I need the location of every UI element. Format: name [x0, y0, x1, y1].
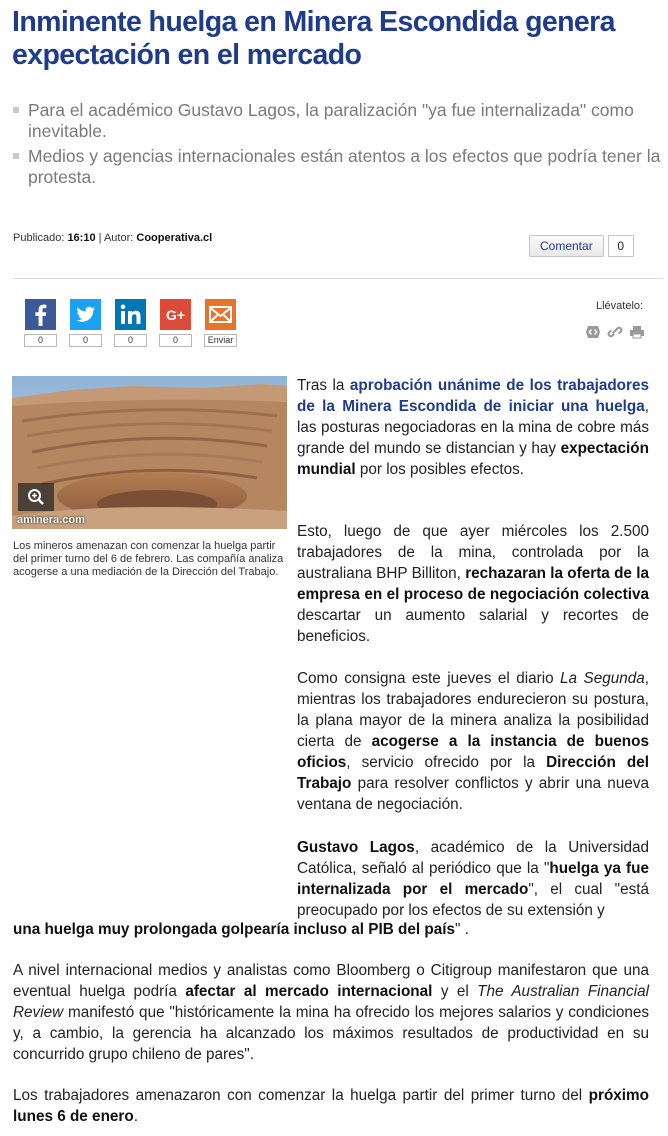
page-title: Inminente huelga en Minera Escondida genera expectación en el mercado: [12, 6, 615, 71]
photo-watermark: aminera.com: [17, 514, 85, 526]
share-google-plus[interactable]: [153, 299, 198, 347]
comment-count: 0: [608, 235, 634, 257]
summary-item: Para el académico Gustavo Lagos, la paralización "ya fue internalizada" como inevitable.: [12, 100, 662, 142]
share-count: 0: [69, 334, 102, 347]
comment-button[interactable]: Comentar: [529, 235, 604, 257]
share-bar: [18, 299, 243, 347]
paragraph: Esto, luego de que ayer miércoles los 2.500 trabajadores de la mina, controlada por la australiana BHP Billiton, rechazaran la oferta de la empresa en el proceso de negociación colectiva descartar un aumento salarial y recortes de beneficios.: [297, 523, 649, 645]
paragraph: Los trabajadores amenazaron con comenzar la huelga partir del primer turno del próximo lunes 6 de enero.: [13, 1087, 649, 1125]
photo-caption: Los mineros amenazan con comenzar la huelga partir del primer turno del 6 de febrero. Las compañía analiza acogerse a una mediación de la Dirección del Trabajo.: [13, 540, 284, 578]
embed-icon[interactable]: [585, 325, 601, 339]
twitter-icon[interactable]: [70, 299, 101, 330]
link-icon[interactable]: [607, 325, 623, 339]
article-link[interactable]: aprobación unánime de los trabajadores de la Minera Escondida de iniciar una huelga: [297, 377, 649, 415]
paragraph: Gustavo Lagos, académico de la Universidad Católica, señaló al periódico que la "huelga ya fue internalizada por el mercado", el cual "está preocupado por los efectos de su extensión y: [297, 839, 650, 919]
publish-time: 16:10: [67, 232, 96, 244]
zoom-icon[interactable]: [18, 483, 54, 511]
author-name: Cooperativa.cl: [136, 232, 213, 244]
paragraph-continuation: una huelga muy prolongada golpearía incluso al PIB del país" .: [13, 921, 469, 938]
share-facebook[interactable]: [18, 299, 63, 347]
summary-list: [12, 100, 662, 192]
google-plus-icon[interactable]: G+: [160, 299, 191, 330]
divider: [13, 278, 663, 279]
share-count: 0: [24, 334, 57, 347]
send-label[interactable]: Enviar: [204, 334, 237, 347]
llevatelo-label: Llévatelo:: [596, 300, 644, 312]
share-count: 0: [159, 334, 192, 347]
share-linkedin[interactable]: [108, 299, 153, 347]
linkedin-icon[interactable]: [115, 299, 146, 330]
facebook-icon[interactable]: [25, 299, 56, 330]
article-meta: Publicado: 16:10 | Autor: Cooperativa.cl: [13, 232, 213, 244]
comment-widget: [529, 235, 634, 257]
share-twitter[interactable]: [63, 299, 108, 347]
bullet-square-icon: [13, 107, 19, 113]
share-count: 0: [114, 334, 147, 347]
share-email[interactable]: [198, 299, 243, 347]
print-icon[interactable]: [629, 325, 645, 339]
paragraph: A nivel internacional medios y analistas como Bloomberg o Citigroup manifestaron que una eventual huelga podría afectar al mercado internacional y el The Australian Financial Review manifestó que "históricamente la mina ha ofrecido los mejores salarios y condiciones y, a cambio, la gerencia ha alcanzado los máximos resultados de productividad en su concurrido grupo chileno de pares".: [13, 962, 649, 1063]
summary-item: Medios y agencias internacionales están atentos a los efectos que podría tener la protesta.: [12, 146, 662, 188]
article-tools: [585, 325, 645, 339]
article-photo[interactable]: [12, 376, 287, 529]
paragraph: Tras la aprobación unánime de los trabajadores de la Minera Escondida de iniciar una huelga, las posturas negociadoras en la mina de cobre más grande del mundo se distancian y hay expectación mundial por los posibles efectos.: [297, 377, 649, 478]
bullet-square-icon: [13, 153, 19, 159]
email-icon[interactable]: [205, 299, 236, 330]
paragraph: Como consigna este jueves el diario La Segunda, mientras los trabajadores endurecieron su postura, la plana mayor de la minera analiza la posibilidad cierta de acogerse a la instancia de buenos oficios, servicio ofrecido por la Dirección del Trabajo para resolver conflictos y abrir una nueva ventana de negociación.: [297, 670, 650, 813]
